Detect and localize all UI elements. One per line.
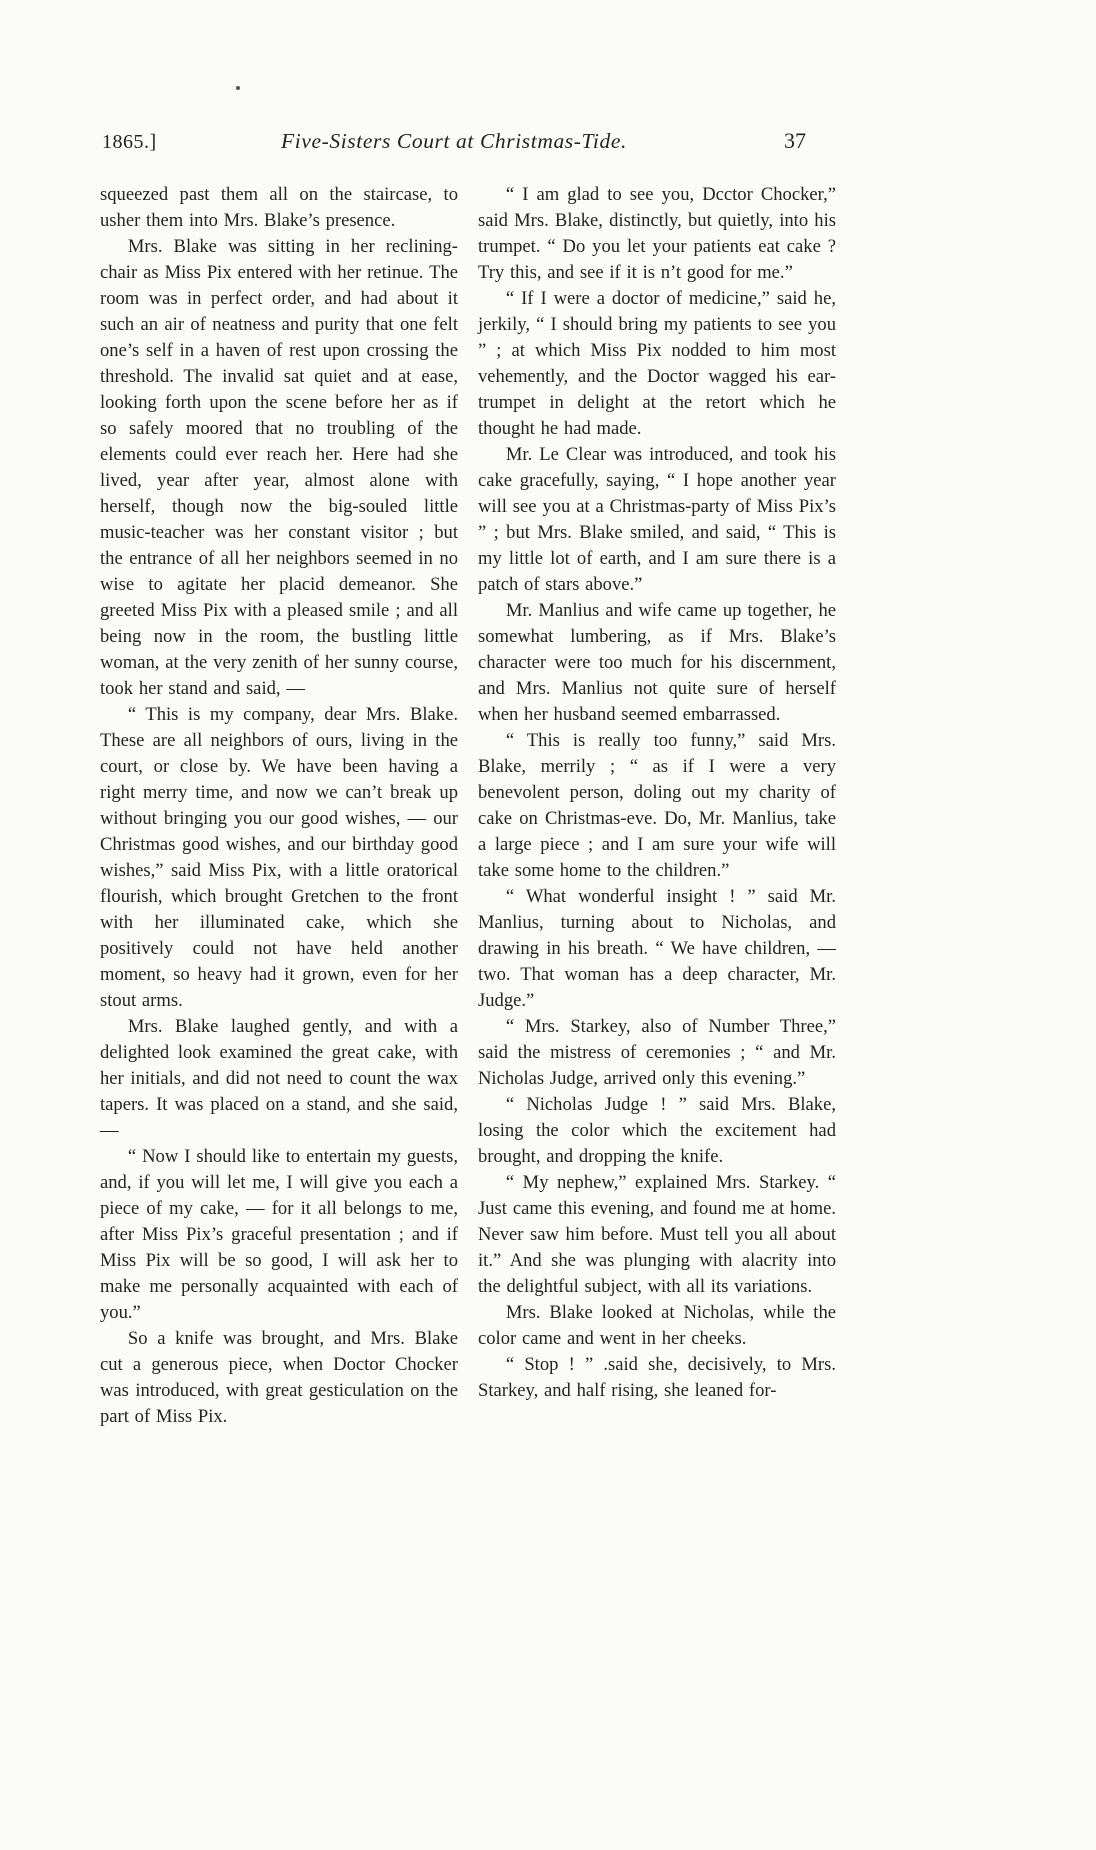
paragraph: “ I am glad to see you, Dcctor Chocker,” said Mrs. Blake, distinctly, but quietly, into his trumpet. “ Do you let your patients eat cake ? Try this, and see if it is n’t good for me.” [478,184,836,283]
paragraph: “ What wonderful insight ! ” said Mr. Manlius, turning about to Nicholas, and drawing in his breath. “ We have children, — two. That woman has a deep character, Mr. Judge.” [478,886,836,1011]
paragraph: squeezed past them all on the staircase, to usher them into Mrs. Blake’s presence. [100,184,458,231]
paragraph: “ This is my company, dear Mrs. Blake. These are all neighbors of ours, living in the court, or close by. We have been having a right merry time, and now we can’t break up without bringing you our good wishes, — our Christmas good wishes, and our birthday good wishes,” said Miss Pix, with a little oratorical flourish, which brought Gretchen to the front with her illuminated cake, which she positively could not have held another moment, so heavy had it grown, even for her stout arms. [100,704,458,1011]
column-right [478,182,836,1430]
paragraph: “ Now I should like to entertain my guests, and, if you will let me, I will give you each a piece of my cake, — for it all belongs to me, after Miss Pix’s graceful presentation ; and if Miss Pix will be so good, I will ask her to make me personally acquainted with each of you.” [100,1146,458,1323]
paragraph: Mrs. Blake laughed gently, and with a delighted look examined the great cake, with her initials, and did not need to count the wax tapers. It was placed on a stand, and she said, — [100,1016,458,1141]
paragraph: Mrs. Blake was sitting in her reclining-chair as Miss Pix entered with her retinue. The room was in perfect order, and had about it such an air of neatness and purity that one felt one’s self in a haven of rest upon crossing the threshold. The invalid sat quiet and at ease, looking forth upon the scene before her as if so safely moored that no troubling of the elements could ever reach her. Here had she lived, year after year, almost alone with herself, though now the big-souled little music-teacher was her constant visitor ; but the entrance of all her neighbors seemed in no wise to agitate her placid demeanor. She greeted Miss Pix with a pleased smile ; and all being now in the room, the bustling little woman, at the very zenith of her sunny course, took her stand and said, — [100,236,458,699]
column-left [100,182,458,1430]
paragraph: “ If I were a doctor of medicine,” said he, jerkily, “ I should bring my patients to see you ” ; at which Miss Pix nodded to him most vehemently, and the Doctor wagged his ear-trumpet in delight at the retort which he thought he had made. [478,288,836,439]
page-header [100,128,836,154]
paragraph: “ Nicholas Judge ! ” said Mrs. Blake, losing the color which the excitement had brought, and dropping the knife. [478,1094,836,1167]
paragraph: Mr. Le Clear was introduced, and took his cake gracefully, saying, “ I hope another year will see you at a Christmas-party of Miss Pix’s ” ; but Mrs. Blake smiled, and said, “ This is my little lot of earth, and I am sure there is a patch of stars above.” [478,444,836,595]
page-content [100,128,836,1430]
paragraph: Mrs. Blake looked at Nicholas, while the color came and went in her cheeks. [478,1302,836,1349]
header-title: Five-Sisters Court at Christmas-Tide. [281,129,627,153]
paragraph: So a knife was brought, and Mrs. Blake cut a generous piece, when Doctor Chocker was introduced, with great gesticulation on the part of Miss Pix. [100,1328,458,1427]
header-page-number: 37 [784,128,806,153]
text-columns [100,182,836,1430]
paragraph: Mr. Manlius and wife came up together, he somewhat lumbering, as if Mrs. Blake’s character were too much for his discernment, and Mrs. Manlius not quite sure of herself when her husband seemed embarrassed. [478,600,836,725]
paragraph: “ Stop ! ” .said she, decisively, to Mrs. Starkey, and half rising, she leaned for- [478,1354,836,1401]
paragraph: “ This is really too funny,” said Mrs. Blake, merrily ; “ as if I were a very benevolent person, doling out my charity of cake on Christmas-eve. Do, Mr. Manlius, take a large piece ; and I am sure your wife will take some home to the children.” [478,730,836,881]
header-year: 1865.] [102,131,157,153]
scan-speck [236,86,240,90]
paragraph: “ My nephew,” explained Mrs. Starkey. “ Just came this evening, and found me at home. Never saw him before. Must tell you all about it.” And she was plunging with alacrity into the delightful subject, with all its variations. [478,1172,836,1297]
paragraph: “ Mrs. Starkey, also of Number Three,” said the mistress of ceremonies ; “ and Mr. Nicholas Judge, arrived only this evening.” [478,1016,836,1089]
